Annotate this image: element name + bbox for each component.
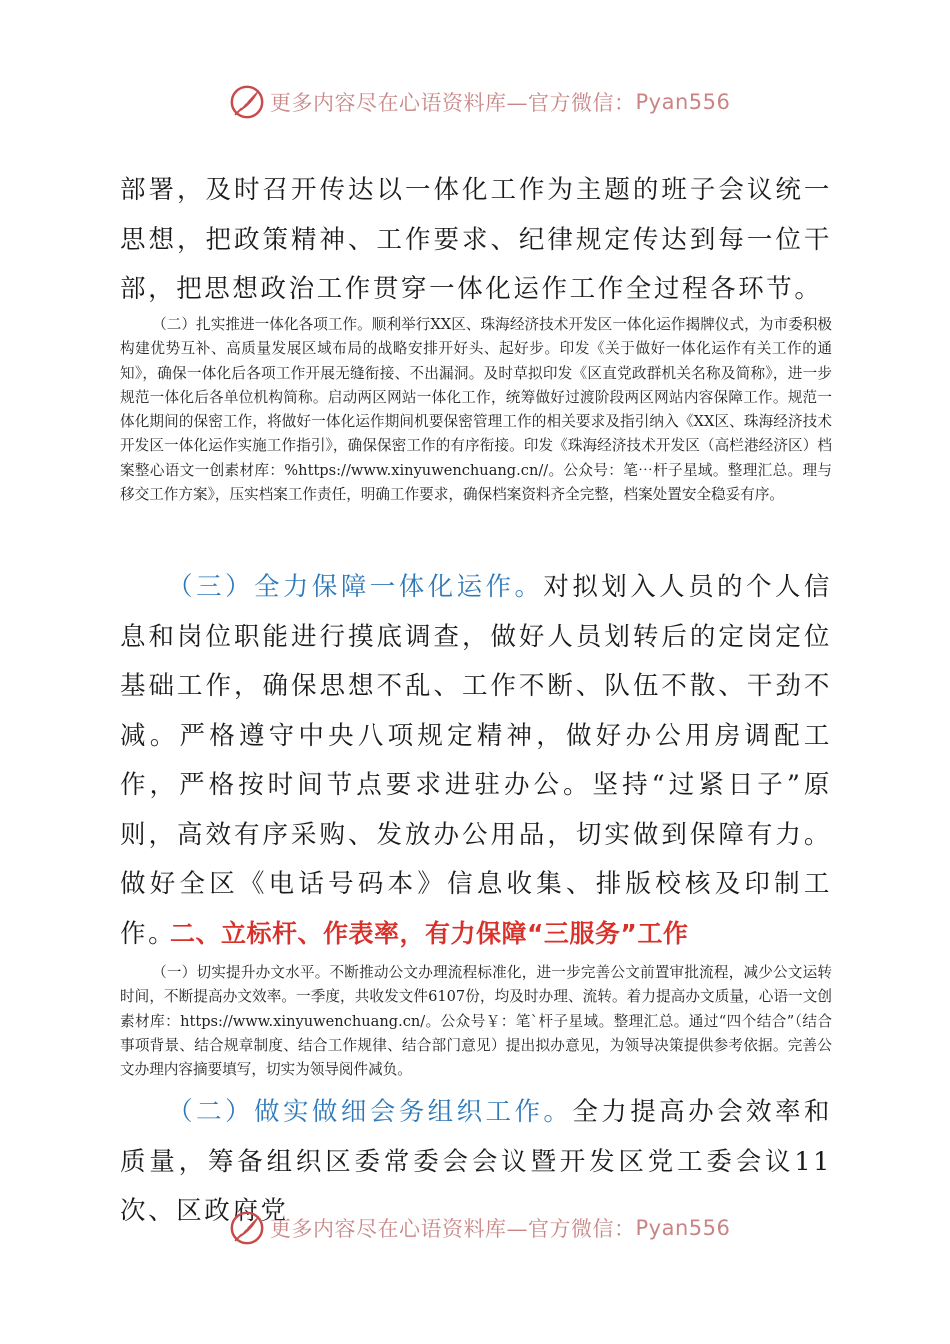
header-banner	[228, 82, 731, 122]
paragraph-document-handling	[120, 961, 832, 1082]
banner-wechat-id: Pyan556	[635, 1216, 731, 1240]
paragraph-text: 全力提高办会效率和质量，筹备组织区委常委会会议暨开发区党工委会议11次、区政府党	[120, 1097, 832, 1226]
subsection-title: （二）做实做细会务组织工作。	[167, 1097, 573, 1127]
footer-banner	[228, 1208, 731, 1248]
subsection-title: （三）全力保障一体化运作。	[167, 572, 544, 602]
paragraph-text: 对拟划入人员的个人信息和岗位职能进行摸底调查，做好人员划转后的定岗定位基础工作，确保思想不乱、工作不断、队伍不散、干劲不减。严格遵守中央八项规定精神，做好办公用房调配工作，严格按时间节点要求进驻办公。坚持“过紧日子”原则，高效有序采购、发放办公用品，切实做到保障有力。做好全区《电话号码本》信息收集、排版校核及印制工作。	[120, 572, 832, 949]
paragraph-integration-work	[120, 313, 832, 507]
banner-text: 更多内容尽在心语资料库—官方微信：	[270, 91, 636, 115]
section-heading-2: 二、立标杆、作表率，有力保障“三服务”工作	[170, 919, 689, 948]
banner-wechat-id: Pyan556	[635, 90, 731, 114]
banner-text: 更多内容尽在心语资料库—官方微信：	[270, 1217, 636, 1241]
paragraph-text: （二）扎实推进一体化各项工作。顺利举行XX区、珠海经济技术开发区一体化运作揭牌仪式，为市委积极构建优势互补、高质量发展区域布局的战略安排开好头、起好步。印发《关于做好一体化运作有关工作的通知》，确保一体化后各项工作开展无缝衔接、不出漏洞。及时草拟印发《区直党政群机关名称及简称》，进一步规范一体化后各单位机构简称。启动两区网站一体化工作，统筹做好过渡阶段两区网站内容保障工作。规范一体化期间的保密工作，将做好一体化运作期间机要保密管理工作的相关要求及指引纳入《XX区、珠海经济技术开发区一体化运作实施工作指引》，确保保密工作的有序衔接。印发《珠海经济技术开发区（高栏港经济区）档案整心语文一创素材库：%https://www.xinyuwenchuang.cn//。公众号：笔⋯杆子星域。整理汇总。理与移交工作方案》，压实档案工作责任，明确工作要求，确保档案资料齐全完整，档案处置安全稳妥有序。	[120, 316, 832, 504]
paragraph-text: 部署，及时召开传达以一体化工作为主题的班子会议统一思想，把政策精神、工作要求、纪律规定传达到每一位干部，把思想政治工作贯穿一体化运作工作全过程各环节。	[120, 175, 832, 304]
quill-pen-logo-icon	[228, 83, 266, 121]
paragraph-text: （一）切实提升办文水平。不断推动公文办理流程标准化，进一步完善公文前置审批流程，减少公文运转时间，不断提高办文效率。一季度，共收发文件6107份，均及时办理、流转。着力提高办文质量，心语一文创素材库：https://www.xinyuwenchuang.cn/。公众号￥：笔`杆子星域。整理汇总。通过“四个结合”（结合事项背景、结合规章制度、结合工作规律、结合部门意见）提出拟办意见，为领导决策提供参考依据。完善公文办理内容摘要填写，切实为领导阅件减负。	[120, 964, 832, 1079]
paragraph-deployment	[120, 166, 832, 315]
quill-pen-logo-icon	[228, 1209, 266, 1247]
paragraph-guarantee-operation	[120, 563, 832, 959]
